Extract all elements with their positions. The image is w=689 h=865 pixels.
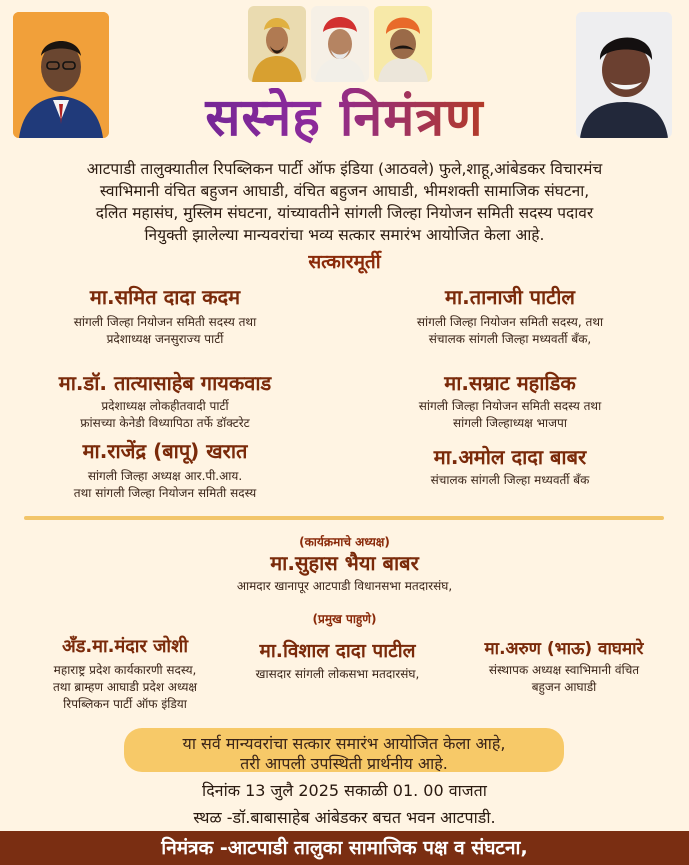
attendance-note-line: या सर्व मान्यवरांचा सत्कार समारंभ आयोजित केला आहे, — [182, 734, 506, 753]
honoree-desc-line: सांगली जिल्हा अध्यक्ष आर.पी.आय. — [87, 469, 243, 483]
honoree-desc-line: सांगली जिल्हा नियोजन समिती सदस्य तथा — [418, 399, 602, 413]
honoree-desc-line: सांगली जिल्हा नियोजन समिती सदस्य, तथा — [416, 315, 604, 329]
honoree-desc — [350, 472, 670, 489]
honoree-desc-line: संचालक सांगली जिल्हा मध्यवर्ती बँक, — [428, 332, 592, 346]
president-desc: आमदार खानापूर आटपाडी विधानसभा मतदारसंघ, — [236, 579, 453, 593]
intro-line: नियुक्ती झालेल्या मान्यवरांचा भव्य सत्कार समारंभ आयोजित केला आहे. — [144, 226, 545, 244]
chief-guests-heading: (प्रमुख पाहुणे) — [312, 612, 377, 626]
intro-line: स्वाभिमानी वंचित बहुजन आघाडी, वंचित बहुजन आघाडी, भीमशक्ती सामाजिक संघटना, — [99, 182, 590, 200]
chief-guest-desc-line: खासदार सांगली लोकसभा मतदारसंघ, — [255, 667, 420, 681]
president-heading: (कार्यक्रमाचे अध्यक्ष) — [299, 535, 390, 549]
honoree-desc-line: तथा सांगली जिल्हा नियोजन समिती सदस्य — [73, 486, 257, 500]
chief-guest-desc — [10, 662, 240, 713]
portrait-phule — [311, 6, 369, 82]
chief-guest-desc-line: संस्थापक अध्यक्ष स्वाभिमानी वंचित — [488, 663, 640, 677]
intro-line: आटपाडी तालुक्यातील रिपब्लिकन पार्टी ऑफ इंडिया (आठवले) फुले,शाहू,आंबेडकर विचारमंच — [86, 160, 603, 178]
honoree-name: मा.तानाजी पाटील — [445, 285, 575, 309]
event-date-time: दिनांक 13 जुलै 2025 सकाळी 01. 00 वाजता — [202, 781, 487, 800]
chief-guest-desc-line: रिपब्लिकन पार्टी ऑफ इंडिया — [63, 697, 187, 711]
portrait-shahu — [374, 6, 432, 82]
chief-guest-desc — [448, 662, 680, 696]
invitation-title: सस्नेह निमंत्रण — [0, 88, 689, 148]
honoree-desc — [10, 314, 320, 348]
chief-guest-name: मा.अरुण (भाऊ) वाघमारे — [484, 639, 644, 659]
portrait-shahu-image — [374, 6, 432, 82]
honoree-desc — [10, 468, 320, 502]
intro-text — [14, 158, 675, 246]
honoree-desc-line: सांगली जिल्हाध्यक्ष भाजपा — [453, 416, 567, 430]
portrait-shivaji-image — [248, 6, 306, 82]
section-divider — [24, 516, 664, 520]
honoree-desc-line: सांगली जिल्हा नियोजन समिती सदस्य तथा — [73, 315, 257, 329]
honoree-desc — [10, 398, 320, 432]
honoree-desc — [350, 398, 670, 432]
chief-guest-desc-line: महाराष्ट्र प्रदेश कार्यकारणी सदस्य, — [53, 663, 197, 677]
event-venue: स्थळ -डॉ.बाबासाहेब आंबेडकर बचत भवन आटपाडी. — [193, 808, 496, 827]
honoree-name: मा.डॉ. तात्यासाहेब गायकवाड — [58, 371, 272, 395]
honoree-desc-line: संचालक सांगली जिल्हा मध्यवर्ती बँक — [430, 473, 590, 487]
chief-guest-desc-line: बहुजन आघाडी — [531, 680, 597, 694]
portrait-phule-image — [311, 6, 369, 82]
honoree-desc — [350, 314, 670, 348]
honoree-desc-line: प्रदेशाध्यक्ष जनसुराज्य पार्टी — [106, 332, 224, 346]
footer-inviter: निमंत्रक -आटपाडी तालुका सामाजिक पक्ष व संघटना, — [161, 837, 528, 859]
honoree-name: मा.सम्राट महाडिक — [444, 371, 576, 395]
honoree-name: मा.अमोल दादा बाबर — [433, 445, 587, 469]
chief-guest-desc-line: तथा ब्राम्हण आघाडी प्रदेश अध्यक्ष — [52, 680, 198, 694]
intro-line: दलित महासंघ, मुस्लिम संघटना, यांच्यावतीने सांगली जिल्हा नियोजन समिती सदस्य पदावर — [95, 204, 594, 222]
honoree-name: मा.राजेंद्र (बापू) खरात — [82, 439, 248, 463]
honoree-desc-line: फ्रांसच्या केनेडी विध्यापिठा तर्फे डॉक्टरेट — [80, 416, 250, 430]
chief-guest-desc — [225, 666, 450, 683]
honorees-heading: सत्कारमूर्ती — [308, 251, 381, 273]
president-name: मा.सुहास भैया बाबर — [270, 551, 419, 575]
chief-guest-name: अँड.मा.मंदार जोशी — [61, 636, 189, 657]
honoree-desc-line: प्रदेशाध्यक्ष लोकहीतवादी पार्टी — [101, 399, 229, 413]
attendance-note-line: तरी आपली उपस्थिती प्रार्थनीय आहे. — [240, 754, 448, 773]
chief-guest-name: मा.विशाल दादा पाटील — [259, 640, 416, 662]
portrait-shivaji — [248, 6, 306, 82]
honoree-name: मा.समित दादा कदम — [89, 285, 241, 309]
